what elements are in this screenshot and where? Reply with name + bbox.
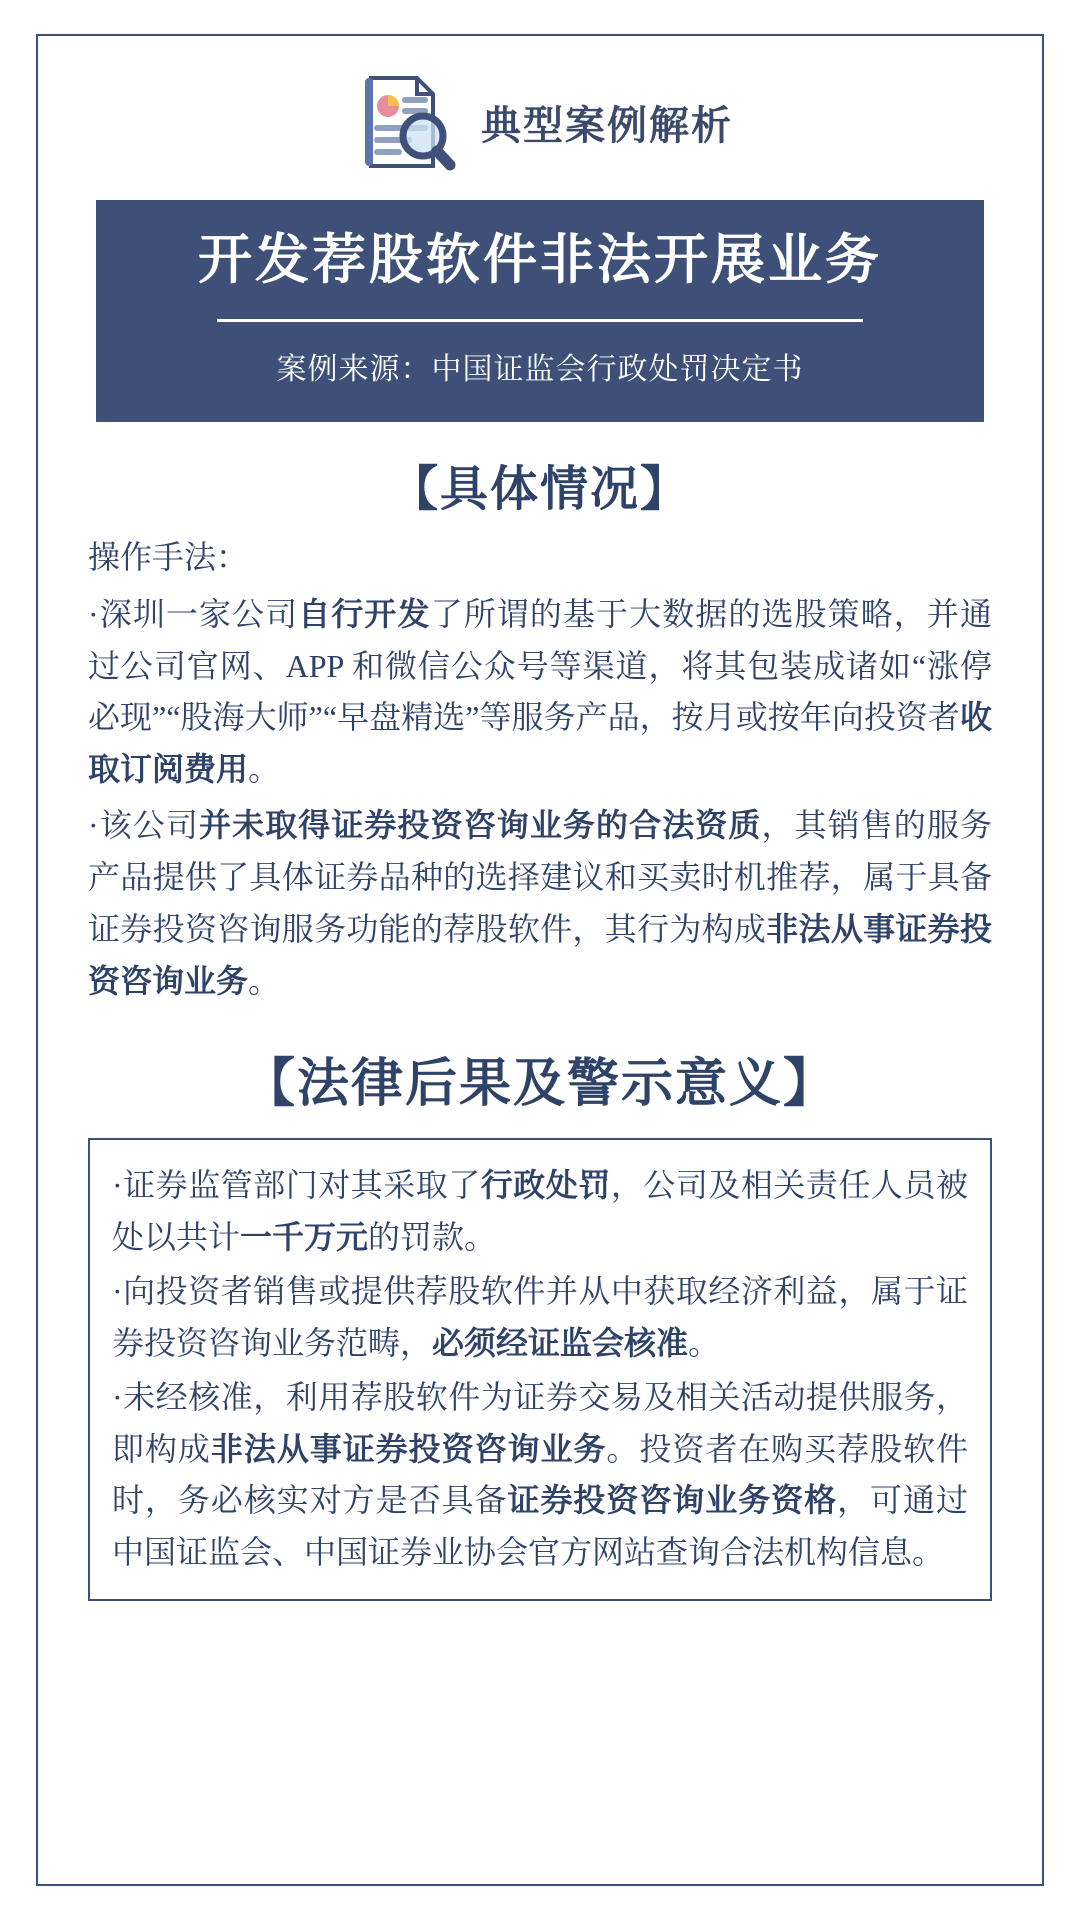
banner-source: 案例来源：中国证监会行政处罚决定书 xyxy=(276,352,804,386)
title-banner xyxy=(96,200,984,422)
document-magnifier-icon xyxy=(347,66,459,178)
poster-header xyxy=(88,66,992,178)
consequence-item-1: ·证券监管部门对其采取了行政处罚，公司及相关责任人员被处以共计一千万元的罚款。 xyxy=(112,1167,968,1256)
banner-divider xyxy=(217,319,863,322)
banner-title: 开发荐股软件非法开展业务 xyxy=(198,230,882,290)
section-heading-situation: 【具体情况】 xyxy=(389,462,690,516)
situation-item-1: ·深圳一家公司自行开发了所谓的基于大数据的选股策略，并通过公司官网、APP 和微信公众号等渠道，将其包装成诸如“涨停必现”“股海大师”“早盘精选”等服务产品，按月或按年向投资者收取订阅费用。 xyxy=(88,595,992,788)
consequences-box xyxy=(88,1138,992,1601)
consequence-item-3: ·未经核准，利用荐股软件为证券交易及相关活动提供服务，即构成非法从事证券投资咨询业务。投资者在购买荐股软件时，务必核实对方是否具备证券投资咨询业务资格，可通过中国证监会、中国证券业协会官方网站查询合法机构信息。 xyxy=(112,1378,968,1571)
section-heading-consequences: 【法律后果及警示意义】 xyxy=(242,1056,837,1114)
consequence-item-2: ·向投资者销售或提供荐股软件并从中获取经济利益，属于证券投资咨询业务范畴，必须经证监会核准。 xyxy=(112,1273,968,1361)
header-title: 典型案例解析 xyxy=(481,103,733,148)
section-lead-method: 操作手法： xyxy=(88,538,249,575)
situation-item-2: ·该公司并未取得证券投资咨询业务的合法资质，其销售的服务产品提供了具体证券品种的选择建议和买卖时机推荐，属于具备证券投资咨询服务功能的荐股软件，其行为构成非法从事证券投资咨询业务。 xyxy=(88,807,992,999)
poster-content xyxy=(36,38,1044,1601)
